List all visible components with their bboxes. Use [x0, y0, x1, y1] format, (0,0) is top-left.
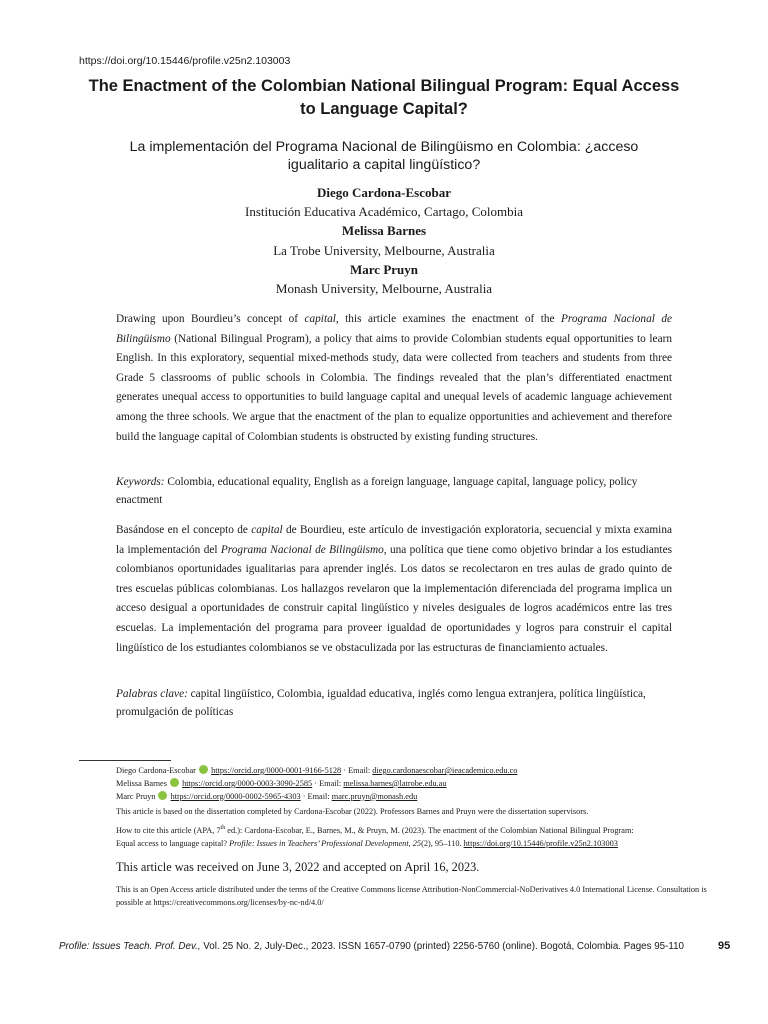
citation-text: Equal access to language capital? — [116, 838, 230, 848]
subtitle-line-1: La implementación del Programa Nacional de Bilingüismo en Colombia: ¿acceso — [129, 139, 639, 155]
doi-link[interactable]: https://doi.org/10.15446/profile.v25n2.103003 — [79, 55, 291, 67]
orcid-link[interactable]: https://orcid.org/0000-0002-5965-4303 — [170, 791, 301, 801]
author-note — [116, 791, 706, 804]
title-line-1: The Enactment of the Colombian National Bilingual Program: Equal Access — [88, 77, 680, 95]
citation-text: (2), 95–110. — [421, 838, 464, 848]
article-subtitle — [90, 138, 678, 174]
keywords-label: Palabras clave: — [116, 688, 188, 700]
email-link[interactable]: melissa.barnes@latrobe.edu.au — [343, 778, 447, 788]
abstract-text: , una política que tiene como objetivo brindar a los estudiantes colombianos oportunidades igualitarias para aprender inglés. Los datos se recolectaron en tres aulas de grado quinto de tres escuelas públicas colombianas. Los hallazgos revelaron que la implementación diferenciada del programa implica un acceso desigual a oportunidades de construir capital lingüístico y niveles desiguales de logros académicos entre las tres escuelas. La implementación del programa para proveer igualdad de oportunidades y logros para construir el capital lingüístico de los estudiantes colombianos se ve obstaculizada por las estructuras de financiamiento actuales. — [116, 543, 672, 654]
citation-journal: Profile: Issues in Teachers’ Professional Development — [229, 838, 409, 848]
citation-doi-link[interactable]: https://doi.org/10.15446/profile.v25n2.103003 — [463, 838, 618, 848]
author-affiliation: Institución Educativa Académico, Cartago, Colombia — [245, 204, 523, 220]
abstract-text: Basándose en el concepto de — [116, 524, 252, 536]
note-author-name: Marc Pruyn — [116, 791, 156, 801]
abstract-text: Drawing upon Bourdieu’s concept of — [116, 313, 305, 325]
keywords-english — [116, 474, 672, 509]
note-author-name: Diego Cardona-Escobar — [116, 766, 196, 775]
title-line-2: to Language Capital? — [300, 100, 468, 118]
keywords-label: Keywords: — [116, 476, 165, 488]
author-name: Melissa Barnes — [341, 223, 427, 239]
author-block — [100, 183, 668, 298]
author-name: Diego Cardona-Escobar — [317, 185, 451, 200]
citation-superscript: th — [220, 825, 226, 832]
article-title — [70, 75, 698, 121]
abstract-spanish — [116, 521, 672, 658]
citation-text: How to cite this article (APA, 7 — [116, 825, 221, 835]
subtitle-line-2: igualitario a capital lingüístico? — [287, 157, 481, 173]
email-link[interactable]: marc.pruyn@monash.edu — [331, 791, 418, 801]
author-note — [116, 765, 706, 778]
orcid-link[interactable]: https://orcid.org/0000-0003-3090-2585 — [182, 778, 313, 788]
citation-text: ed.): Cardona-Escobar, E., Barnes, M., & Pruyn, M. (2023). The enactment of the Colombian National Bilingual Program: — [225, 825, 634, 835]
abstract-emphasis: Programa Nacional de Bilingüismo — [116, 313, 672, 345]
footer-details: Vol. 25 No. 2, July-Dec., 2023. ISSN 1657-0790 (printed) 2256-5760 (online). Bogotá, Colombia. Pages 95-110 — [200, 941, 685, 952]
abstract-text: , this article examines the enactment of the — [335, 313, 561, 325]
page-number: 95 — [718, 940, 731, 952]
author-name: Marc Pruyn — [350, 261, 418, 277]
dissertation-note: This article is based on the dissertation completed by Cardona-Escobar (2022). Professors Barnes and Pruyn were the dissertation supervisors. — [116, 807, 589, 817]
email-link[interactable]: diego.cardonaescobar@ieacademico.edu.co — [372, 766, 518, 775]
orcid-icon — [158, 791, 167, 800]
author-note — [116, 778, 706, 791]
citation-volume: 25 — [412, 838, 422, 848]
abstract-english — [116, 310, 672, 447]
license-link[interactable]: https://creativecommons.org/licenses/by-nc-nd/4.0/ — [153, 897, 324, 907]
keywords-text: capital lingüístico, Colombia, igualdad educativa, inglés como lengua extranjera, política lingüística, promulgación de políticas — [116, 688, 646, 718]
footnote-divider — [79, 760, 171, 761]
footer-journal: Profile: Issues Teach. Prof. Dev., — [59, 941, 201, 952]
author-notes — [116, 765, 706, 851]
orcid-link[interactable]: https://orcid.org/0000-0001-9166-5128 — [211, 766, 342, 775]
received-date-note: This article was received on June 3, 2022 and accepted on April 16, 2023. — [116, 860, 480, 874]
author-affiliation: La Trobe University, Melbourne, Australia — [273, 242, 495, 258]
abstract-emphasis: capital — [251, 524, 283, 536]
citation-note — [116, 822, 706, 850]
author-affiliation: Monash University, Melbourne, Australia — [275, 281, 493, 297]
orcid-icon — [199, 765, 208, 774]
license-note — [116, 884, 708, 909]
keywords-text: Colombia, educational equality, English as a foreign language, language capital, language policy, policy enactment — [116, 476, 638, 506]
citation-text: , — [408, 838, 413, 848]
abstract-text: (National Bilingual Program), a policy that aims to provide Colombian students equal opportunities to learn English. In this exploratory, sequential mixed-methods study, data were collected from teachers and students from three Grade 5 classrooms of public schools in Colombia. The findings revealed that the plan’s differentiated enactment generates unequal access to opportunities to build language capital and unequal levels of academic language achievement among the three schools. We argue that the enactment of the plan to equalize opportunities and achievement and therefore build the language capital of Colombian students is obstructed by existing funding structures. — [116, 332, 672, 443]
orcid-icon — [170, 778, 179, 787]
abstract-emphasis: capital — [304, 313, 336, 325]
note-author-name: Melissa Barnes — [116, 778, 167, 788]
keywords-spanish — [116, 686, 672, 721]
note-separator: · Email: — [300, 791, 332, 801]
license-text: This is an Open Access article distributed under the terms of the Creative Commons license Attribution-NonCommercial-NoDerivatives 4.0 International License. Consultation is possible at — [116, 885, 707, 907]
abstract-emphasis: Programa Nacional de Bilingüismo — [220, 543, 384, 556]
note-separator: · Email: — [312, 778, 344, 788]
page-footer — [59, 941, 684, 952]
abstract-text: de Bourdieu, este artículo de investigación exploratoria, secuencial y mixta examina la implementación del — [116, 524, 672, 556]
note-separator: · Email: — [341, 766, 373, 775]
